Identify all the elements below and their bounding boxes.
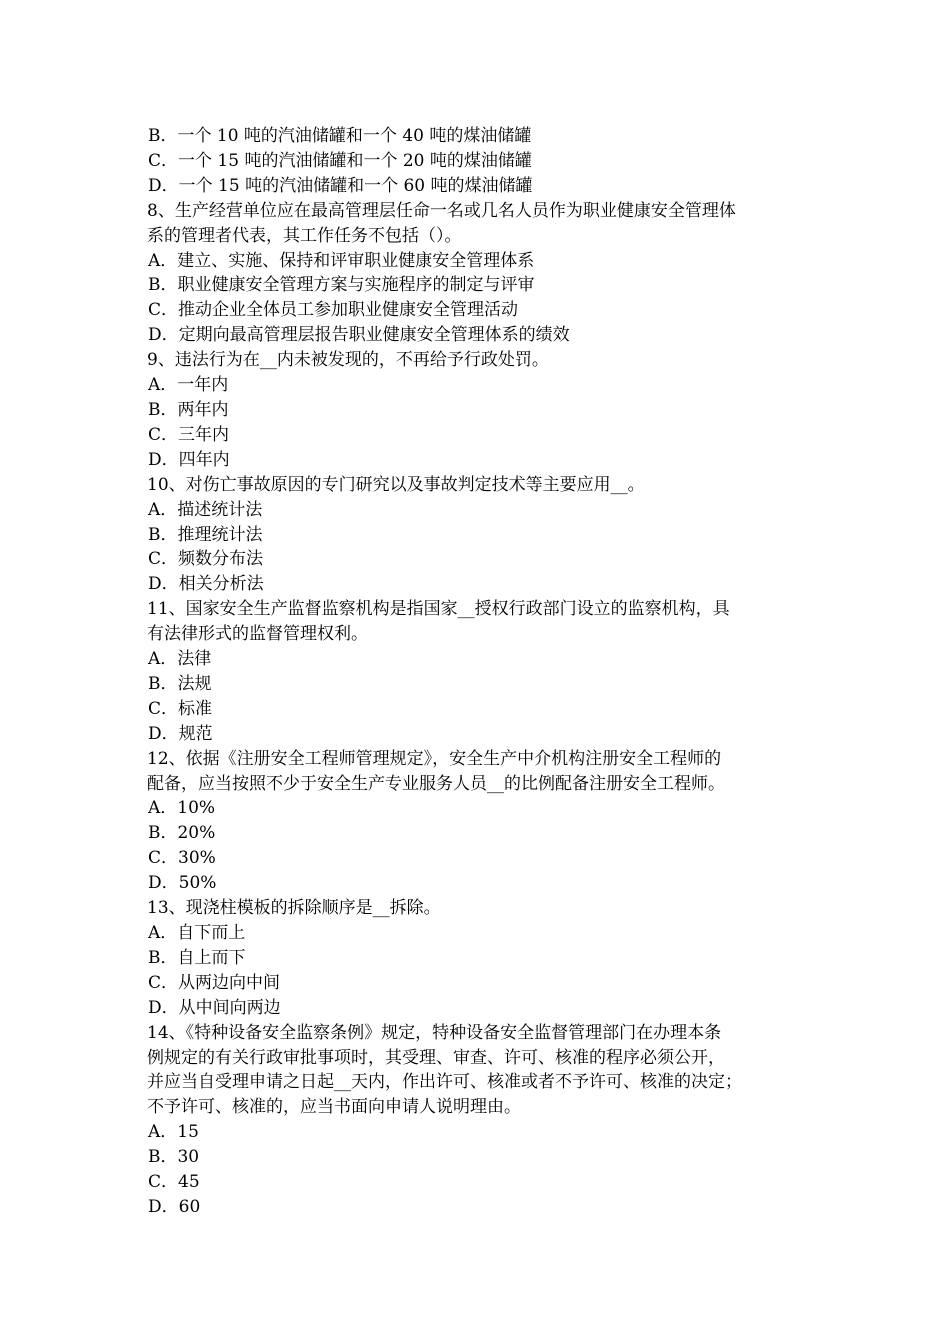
question-text-line: 10、对伤亡事故原因的专门研究以及事故判定技术等主要应用__。 (147, 474, 645, 495)
option-c: C．从两边向中间 (148, 972, 281, 993)
option-a: A．法律 (148, 649, 212, 670)
option-c: C．频数分布法 (148, 549, 264, 570)
question-text-line: 系的管理者代表，其工作任务不包括（）。 (147, 225, 462, 246)
question-9 (147, 348, 817, 473)
option-d: D．从中间向两边 (148, 997, 281, 1018)
question-14 (147, 1021, 817, 1220)
option-d: D．规范 (148, 723, 213, 744)
question-text-line: 8、生产经营单位应在最高管理层任命一名或几名人员作为职业健康安全管理体 (147, 200, 736, 221)
option-a: A．一年内 (148, 375, 229, 396)
question-text-line: 有法律形式的监督管理权利。 (147, 624, 368, 645)
option-d: D．四年内 (148, 449, 230, 470)
question-text-line: 例规定的有关行政审批事项时，其受理、审查、许可、核准的程序必须公开， (147, 1047, 725, 1068)
option-a: A．15 (148, 1122, 199, 1143)
option-d: D．50% (148, 873, 217, 894)
option-d: D．60 (148, 1196, 201, 1217)
option-a: A．10% (148, 798, 216, 819)
question-text-line: 并应当自受理申请之日起__天内，作出许可、核准或者不予许可、核准的决定； (147, 1072, 742, 1093)
option-b: B．法规 (148, 673, 212, 694)
option-b: B．自上而下 (148, 947, 246, 968)
document-body (147, 124, 817, 1220)
lead-option-list (147, 124, 817, 199)
option-c: C．推动企业全体员工参加职业健康安全管理活动 (148, 300, 519, 321)
option-b: B．推理统计法 (148, 524, 263, 545)
option-d: D．定期向最高管理层报告职业健康安全管理体系的绩效 (148, 325, 570, 346)
option-c: C．45 (148, 1172, 200, 1193)
lead-option-b: B．一个 10 吨的汽油储罐和一个 40 吨的煤油储罐 (148, 126, 532, 146)
question-8 (147, 199, 817, 348)
option-a: A．建立、实施、保持和评审职业健康安全管理体系 (148, 250, 535, 271)
option-c: C．30% (148, 848, 216, 869)
question-text-line: 12、依据《注册安全工程师管理规定》，安全生产中介机构注册安全工程师的 (147, 748, 722, 769)
option-d: D．相关分析法 (148, 574, 264, 595)
question-text-line: 13、现浇柱模板的拆除顺序是__拆除。 (147, 898, 441, 919)
question-10 (147, 473, 817, 598)
lead-option-c: C．一个 15 吨的汽油储罐和一个 20 吨的煤油储罐 (148, 150, 532, 171)
question-text-line: 9、违法行为在__内未被发现的，不再给予行政处罚。 (147, 350, 549, 371)
question-text-line: 不予许可、核准的，应当书面向申请人说明理由。 (147, 1097, 521, 1118)
question-text-line: 14、《特种设备安全监察条例》规定，特种设备安全监督管理部门在办理本条 (147, 1022, 722, 1043)
option-a: A．描述统计法 (148, 499, 263, 520)
question-text-line: 配备，应当按照不少于安全生产专业服务人员__的比例配备注册安全工程师。 (147, 773, 725, 794)
option-b: B．20% (148, 823, 216, 844)
option-c: C．标准 (148, 698, 213, 719)
option-b: B．两年内 (148, 399, 229, 420)
lead-option-d: D．一个 15 吨的汽油储罐和一个 60 吨的煤油储罐 (148, 175, 533, 196)
question-12 (147, 747, 817, 896)
question-text-line: 11、国家安全生产监督监察机构是指国家__授权行政部门设立的监察机构，具 (147, 599, 730, 620)
option-a: A．自下而上 (148, 923, 246, 943)
option-c: C．三年内 (148, 424, 230, 445)
question-11 (147, 597, 817, 746)
question-13 (147, 896, 817, 1021)
option-b: B．30 (148, 1147, 200, 1168)
option-b: B．职业健康安全管理方案与实施程序的制定与评审 (148, 275, 535, 296)
